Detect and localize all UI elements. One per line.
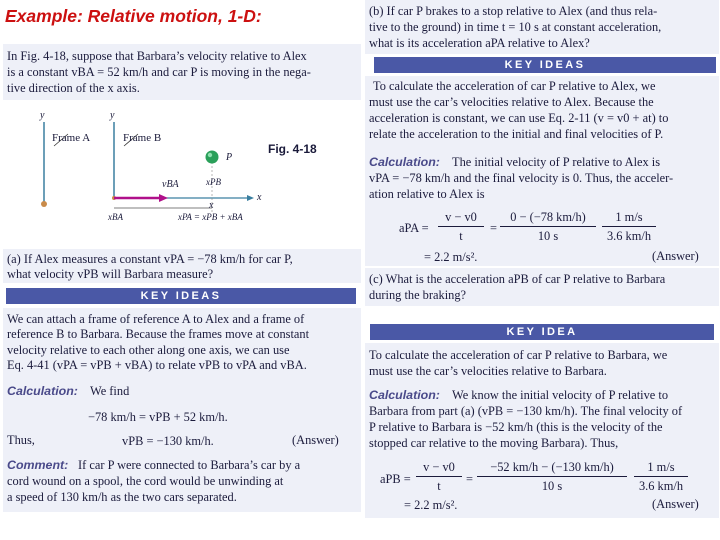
part-c-line: during the braking?	[369, 288, 467, 302]
part-b-f1-numerator: v − v0	[438, 210, 484, 227]
part-c-f2-denominator: 10 s	[541, 479, 563, 493]
x-pa-equation-label: xPA = xPB + xBA	[178, 212, 243, 222]
part-b-equation-lhs: aPA =	[399, 221, 429, 235]
part-a-comment-line: cord wound on a spool, the cord would be unwinding at	[7, 474, 284, 488]
part-a-idea-line: velocity relative to each other along one axis, we can use	[7, 343, 290, 357]
intro-line-2: is a constant vBA = 52 km/h and car P is moving in the nega-	[7, 65, 311, 79]
part-a-key-ideas-bar: KEY IDEAS	[6, 288, 356, 304]
part-b-calc-line: ation relative to Alex is	[369, 187, 485, 201]
part-b-f2-denominator: 10 s	[537, 229, 559, 243]
part-b-fraction-2	[500, 210, 596, 244]
part-a-equation-1: −78 km/h = vPB + 52 km/h.	[88, 410, 228, 424]
part-c-line: (c) What is the acceleration aPB of car P relative to Barbara	[369, 272, 666, 286]
part-c-idea-line: must use the car’s velocities relative to Barbara.	[369, 364, 607, 378]
part-b-line: what is its acceleration aPA relative to Alex?	[369, 36, 590, 50]
part-a-comment-heading: Comment:	[7, 458, 69, 472]
part-c-key-idea-bar: KEY IDEA	[370, 324, 714, 340]
figure-4-18	[28, 108, 361, 250]
intro-line-1: In Fig. 4-18, suppose that Barbara’s velocity relative to Alex	[7, 49, 307, 63]
x-axis-arrowhead	[247, 195, 254, 201]
part-a-line-1: (a) If Alex measures a constant vPA = −78 km/h for car P,	[7, 252, 293, 266]
x-pb-label: xPB	[206, 177, 221, 187]
part-b-fraction-1	[438, 210, 484, 244]
part-a-answer: (Answer)	[292, 433, 339, 447]
part-c-fraction-1	[416, 460, 462, 494]
part-b-idea-line: To calculate the acceleration of car P relative to Alex, we	[373, 79, 656, 93]
frame-b-label: Frame B	[123, 132, 162, 144]
part-c-fraction-3	[634, 460, 688, 494]
part-b-f2-numerator: 0 − (−78 km/h)	[500, 210, 596, 227]
part-c-f3-denominator: 3.6 km/h	[638, 479, 684, 493]
part-c-calc-line: Barbara from part (a) (vPB = −130 km/h). The final velocity of	[369, 404, 683, 418]
part-b-idea-line: must use the car’s velocities relative to Alex. Because the	[369, 95, 654, 109]
part-c-equals: =	[466, 472, 473, 486]
slide-title: Example: Relative motion, 1-D:	[5, 6, 262, 26]
intro-line-3: tive direction of the x axis.	[7, 81, 140, 95]
y-label-frame-b: y	[110, 110, 115, 121]
part-a-calc-text: We find	[90, 384, 130, 398]
part-a-idea-line: reference B to Barbara. Because the frames move at constant	[7, 327, 310, 341]
part-c-f1-numerator: v − v0	[416, 460, 462, 477]
x-axis-label-1: x	[257, 192, 262, 203]
part-c-calc-heading: Calculation:	[369, 388, 440, 402]
y-label-frame-a: y	[40, 110, 45, 121]
v-ba-label: vBA	[162, 179, 179, 190]
v-ba-arrowhead	[159, 194, 168, 202]
figure-svg	[28, 108, 361, 250]
part-a-comment-line: a speed of 130 km/h as the two cars separated.	[7, 490, 237, 504]
frame-a-origin	[41, 201, 47, 207]
part-b-fraction-3	[602, 210, 656, 244]
part-c-calc-line: We know the initial velocity of P relative to	[452, 388, 669, 402]
part-a-calc-heading: Calculation:	[7, 384, 78, 398]
part-c-f1-denominator: t	[437, 479, 441, 493]
part-b-f3-numerator: 1 m/s	[602, 210, 656, 227]
part-b-calc-line: The initial velocity of P relative to Alex is	[452, 155, 661, 169]
part-b-f3-denominator: 3.6 km/h	[606, 229, 652, 243]
part-b-idea-line: acceleration is constant, we can use Eq. 2-11 (v = v0 + at) to	[369, 111, 669, 125]
figure-number: Fig. 4-18	[268, 142, 317, 156]
part-a-idea-line: We can attach a frame of reference A to Alex and a frame of	[7, 312, 305, 326]
part-c-result: = 2.2 m/s².	[404, 498, 458, 512]
part-c-fraction-2	[477, 460, 627, 494]
part-c-calc-line: stopped car relative to the moving Barbara). Thus,	[369, 436, 619, 450]
x-ba-label: xBA	[108, 212, 123, 222]
part-b-f1-denominator: t	[459, 229, 463, 243]
part-c-equation-lhs: aPB =	[380, 472, 411, 486]
part-a-line-2: what velocity vPB will Barbara measure?	[7, 267, 214, 281]
part-b-line: (b) If car P brakes to a stop relative to Alex (and thus rela-	[369, 4, 658, 18]
part-a-comment-line: If car P were connected to Barbara’s car by a	[78, 458, 301, 472]
part-b-idea-line: relate the acceleration to the initial and final velocities of P.	[369, 127, 664, 141]
part-b-key-ideas-bar: KEY IDEAS	[374, 57, 716, 73]
x-axis-label-2: x	[209, 200, 214, 211]
part-b-result: = 2.2 m/s².	[424, 250, 478, 264]
part-b-line: tive to the ground) in time t = 10 s at constant acceleration,	[369, 20, 662, 34]
part-c-calc-line: P relative to Barbara is −52 km/h (this is the velocity of the	[369, 420, 663, 434]
part-a-idea-line: Eq. 4-41 (vPA = vPB + vBA) to relate vPB to vPA and vBA.	[7, 358, 307, 372]
part-b-equals: =	[490, 221, 497, 235]
car-p	[206, 151, 219, 164]
part-c-f3-numerator: 1 m/s	[634, 460, 688, 477]
part-c-idea-line: To calculate the acceleration of car P relative to Barbara, we	[369, 348, 668, 362]
part-c-answer: (Answer)	[652, 497, 699, 511]
part-b-answer: (Answer)	[652, 249, 699, 263]
part-a-equation-2: vPB = −130 km/h.	[122, 434, 214, 448]
car-p-label: P	[226, 152, 233, 163]
part-a-thus: Thus,	[7, 433, 35, 447]
part-b-calc-heading: Calculation:	[369, 155, 440, 169]
part-c-f2-numerator: −52 km/h − (−130 km/h)	[477, 460, 627, 477]
part-b-calc-line: vPA = −78 km/h and the final velocity is 0. Thus, the acceler-	[369, 171, 674, 185]
frame-a-label: Frame A	[52, 132, 91, 144]
